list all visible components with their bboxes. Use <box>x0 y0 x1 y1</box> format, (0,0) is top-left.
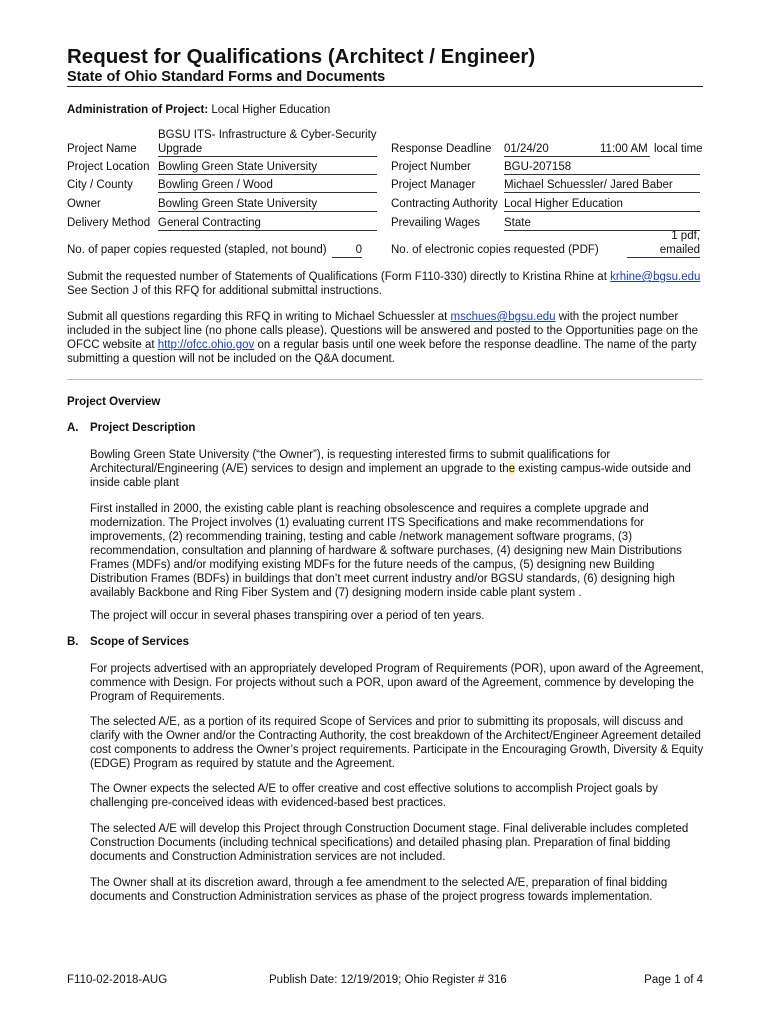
questions-instructions <box>67 310 703 366</box>
prevailing-wages-label: Prevailing Wages <box>391 217 481 229</box>
city-county-value: Bowling Green / Wood <box>158 178 377 193</box>
project-name-value-line1: BGSU ITS- Infrastructure & Cyber-Security <box>158 129 377 141</box>
response-deadline-time: 11:00 AM <box>600 142 650 157</box>
electronic-copies-label: No. of electronic copies requested (PDF) <box>391 244 599 256</box>
section-a-letter: A. <box>67 422 79 434</box>
description-p1-text-end: existing campus-wide outside and inside cable plant <box>90 463 691 489</box>
description-paragraph-1 <box>90 448 704 490</box>
document-subtitle: State of Ohio Standard Forms and Documents <box>67 69 386 85</box>
questions-text-a: Submit all questions regarding this RFQ in writing to Michael Schuessler at <box>67 311 448 323</box>
scope-paragraph-3: The Owner expects the selected A/E to offer creative and cost effective solutions to accomplish Project goals by challenging pre-conceived ideas with evidenced-based best practices. <box>90 783 658 809</box>
document-title: Request for Qualifications (Architect / Engineer) <box>67 45 536 68</box>
scope-paragraph-4: The selected A/E will develop this Project through Construction Document stage. Final deliverable includes completed Construction Documents (including technical specifications) and detailed phasing plan. Preparation of final bidding documents and Construction Administration services are not included. <box>90 823 689 863</box>
electronic-copies-value-line2: emailed <box>627 243 700 258</box>
project-description-heading: Project Description <box>90 422 196 434</box>
owner-label: Owner <box>67 198 101 210</box>
administration-line <box>67 103 330 117</box>
local-time-label: local time <box>654 143 703 155</box>
contracting-authority-value: Local Higher Education <box>504 197 700 212</box>
submission-section-note: See Section J of this RFQ for additional submittal instructions. <box>67 285 383 297</box>
footer-publish-date: Publish Date: 12/19/2019; Ohio Register # 316 <box>269 974 507 986</box>
title-divider <box>67 86 703 87</box>
contracting-authority-label: Contracting Authority <box>391 198 498 210</box>
ofcc-website-link[interactable]: http://ofcc.ohio.gov <box>157 339 255 351</box>
description-paragraph-3: The project will occur in several phases transpiring over a period of ten years. <box>90 610 485 622</box>
prevailing-wages-value: State <box>504 216 700 231</box>
questions-email-link[interactable]: mschues@bgsu.edu <box>450 311 556 323</box>
submission-email-link[interactable]: krhine@bgsu.edu <box>610 271 701 283</box>
response-deadline-label: Response Deadline <box>391 143 492 155</box>
administration-label: Administration of Project: <box>67 104 209 116</box>
scope-paragraph-2: The selected A/E, as a portion of its required Scope of Services and prior to submitting its proposals, will discuss and clarify with the Owner and/or the Contracting Authority, the cost breakdown of the Architect/Engineer Agreement detailed cost components to address the Owner’s project requirements. Participate in the Encouraging Growth, Diversity & Equity (EDGE) Program as required by statute and the Agreement. <box>90 716 704 770</box>
submission-text: Submit the requested number of Statements of Qualifications (Form F110-330) directly to Kristina Rhine at <box>67 271 607 283</box>
city-county-label: City / County <box>67 179 133 191</box>
section-b-letter: B. <box>67 636 79 648</box>
project-manager-label: Project Manager <box>391 179 476 191</box>
questions-text-b: with the project number included in the subject line (no phone calls please). Questions will be answered and posted to the Opportunities page on the OFCC website at <box>67 311 698 351</box>
electronic-copies-value-line1: 1 pdf, <box>671 230 700 242</box>
paper-copies-value: 0 <box>332 243 362 258</box>
questions-text-c: on a regular basis until one week before the response deadline. The name of the party submitting a question will not be included on the Q&A document. <box>67 339 697 365</box>
project-name-value-line2: Upgrade <box>158 142 377 157</box>
response-deadline-date: 01/24/20 <box>504 142 600 157</box>
description-p1-text: Bowling Green State University (“the Owner”), is requesting interested firms to submit qualifications for Architectural/Engineering (A/E) services to design and implement an upgrade to th <box>90 449 611 475</box>
scope-paragraph-1: For projects advertised with an appropriately developed Program of Requirements (POR), upon award of the Agreement, commence with Design. For projects without such a POR, upon award of the Agreement, commence by developing the Program of Requirements. <box>90 663 704 703</box>
highlighted-letter: e <box>508 463 516 475</box>
footer-form-id: F110-02-2018-AUG <box>67 974 168 986</box>
project-manager-value: Michael Schuessler/ Jared Baber <box>504 178 700 193</box>
administration-value: Local Higher Education <box>211 104 331 116</box>
scope-paragraph-5: The Owner shall at its discretion award, through a fee amendment to the selected A/E, preparation of final bidding documents and Construction Administration services as phase of the project progress towards implementation. <box>90 877 668 903</box>
project-overview-heading: Project Overview <box>67 396 161 408</box>
section-divider <box>67 379 703 380</box>
project-location-value: Bowling Green State University <box>158 160 377 175</box>
owner-value: Bowling Green State University <box>158 197 377 212</box>
submission-instructions <box>67 270 703 298</box>
footer-page-number: Page 1 of 4 <box>644 974 703 986</box>
project-number-label: Project Number <box>391 161 471 173</box>
project-name-label: Project Name <box>67 143 137 155</box>
project-number-value: BGU-207158 <box>504 160 700 175</box>
delivery-method-label: Delivery Method <box>67 217 151 229</box>
paper-copies-label: No. of paper copies requested (stapled, not bound) <box>67 244 327 256</box>
scope-of-services-heading: Scope of Services <box>90 636 190 648</box>
project-location-label: Project Location <box>67 161 150 173</box>
description-paragraph-2: First installed in 2000, the existing cable plant is reaching obsolescence and requires a complete upgrade and modernization. The Project involves (1) evaluating current ITS Specifications and make recommendations for improvements, (2) recommending training, testing and cable /network management software programs, (3) recommendation, consultation and planning of hardware & software purchases, (4) designing new Main Distributions Frames (MDFs) and/or modifying existing MDFs for the future needs of the campus, (5) designing new Building Distribution Frames (BDFs) in buildings that don’t meet current industry and/or BGSU standards, (6) designing high availably Backbone and Ring Fiber System and (7) designing modern inside cable plant system . <box>90 503 682 599</box>
delivery-method-value: General Contracting <box>158 216 377 231</box>
